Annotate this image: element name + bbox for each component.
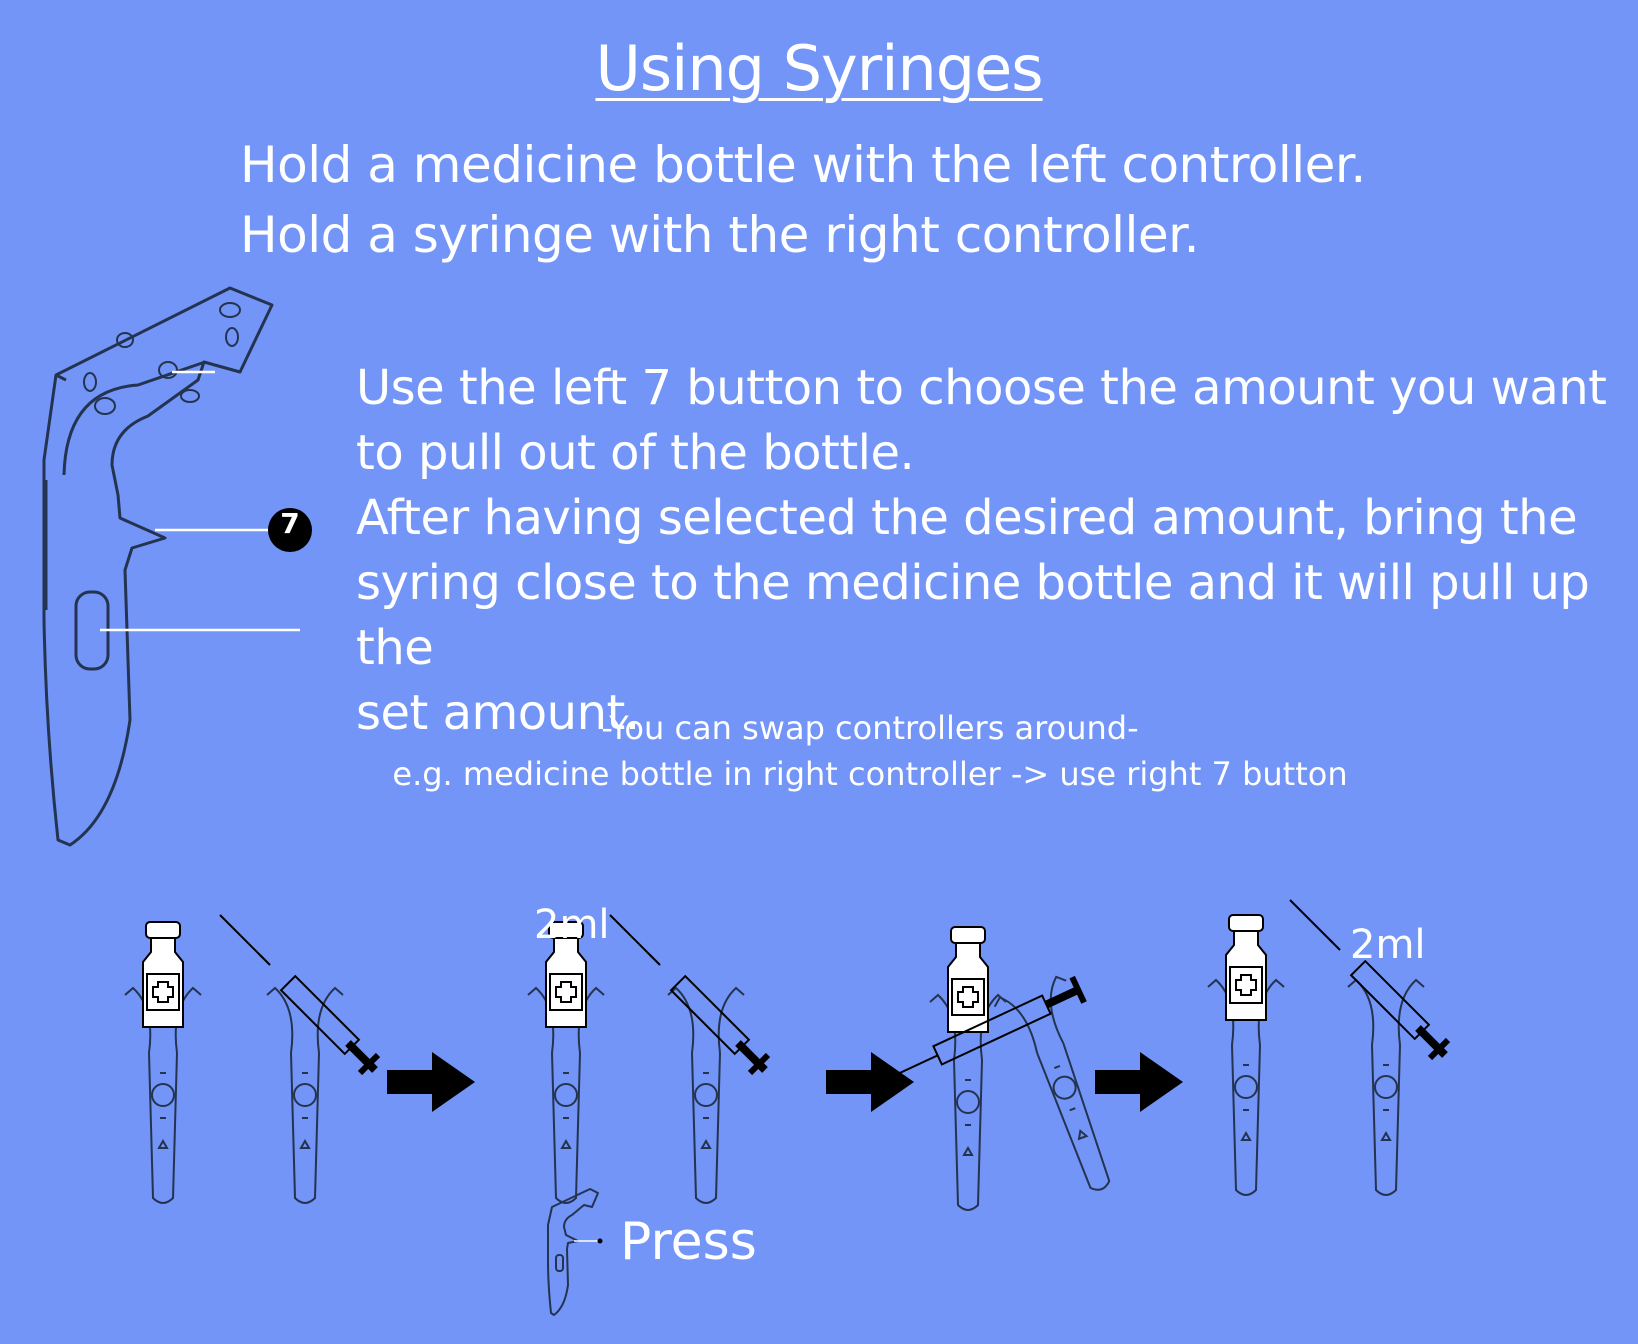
intro-line-2: Hold a syringe with the right controller. <box>240 206 1200 264</box>
step-1 <box>125 915 378 1203</box>
swap-note <box>0 705 1638 797</box>
small-controller-icon <box>540 1185 620 1320</box>
arrow-2 <box>826 1052 914 1112</box>
instructions-line-4: syring close to the medicine bottle and it will pull up the <box>356 555 1590 676</box>
instructions-line-5: set amount. <box>356 685 640 741</box>
page-title: Using Syringes <box>595 32 1043 105</box>
instructions-text <box>356 356 1638 746</box>
instructions-line-2: to pull out of the bottle. <box>356 425 915 481</box>
arrow-1 <box>387 1052 475 1112</box>
intro-line-1: Hold a medicine bottle with the left controller. <box>240 136 1366 194</box>
button-7-label: 7 <box>280 507 300 540</box>
swap-note-line-1: -You can swap controllers around- <box>601 709 1139 747</box>
instructions-line-1: Use the left 7 button to choose the amount you want <box>356 360 1607 416</box>
amount-label-step-2: 2ml <box>534 902 610 948</box>
swap-note-line-2: e.g. medicine bottle in right controller -> use right 7 button <box>392 755 1348 793</box>
press-label: Press <box>620 1212 757 1272</box>
intro-text <box>240 130 1366 270</box>
instructions-line-3: After having selected the desired amount, bring the <box>356 490 1578 546</box>
arrow-3 <box>1095 1052 1183 1112</box>
step-3 <box>877 927 1137 1210</box>
step-2 <box>528 915 768 1203</box>
amount-label-step-4: 2ml <box>1350 922 1426 968</box>
